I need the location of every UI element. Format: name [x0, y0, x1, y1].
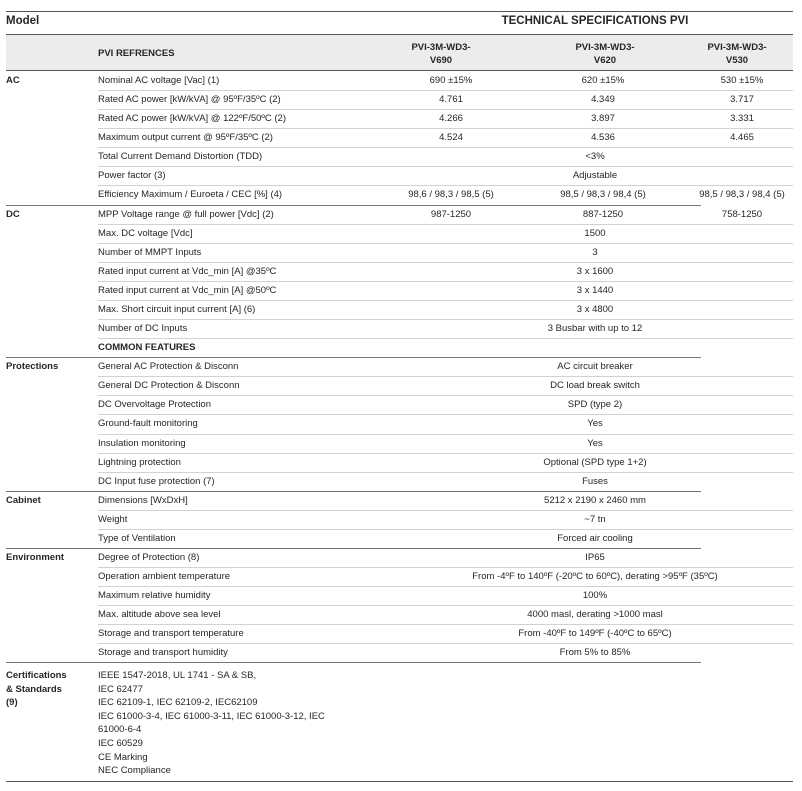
table-row [0, 320, 802, 339]
spec-title: TECHNICAL SPECIFICATIONS PVI [501, 15, 689, 27]
row-label: COMMON FEATURES [98, 342, 196, 354]
row-value: ~7 tn [584, 513, 606, 525]
certification-item: IEC 60529 [98, 737, 143, 749]
certification-item: IEEE 1547-2018, UL 1741 - SA & SB, [98, 670, 257, 681]
table-row [0, 511, 802, 530]
table-row [0, 625, 802, 644]
row-value: 3 x 4800 [576, 303, 614, 315]
row-value: <3% [585, 151, 605, 163]
section-label: DC [6, 208, 20, 220]
row-label: Number of MMPT Inputs [98, 246, 202, 258]
table-row [0, 530, 802, 549]
column-header-v620 [540, 41, 670, 67]
row-value: 3 [592, 246, 598, 258]
row-value: 4.349 [591, 94, 615, 106]
pvi-references-label: PVI REFRENCES [98, 48, 175, 59]
certification-item: IEC 62477 [98, 683, 143, 695]
table-row [0, 263, 802, 282]
row-value: 3.897 [591, 113, 615, 125]
certification-item: CE Marking [98, 751, 148, 763]
certification-item: 61000-6-4 [98, 724, 142, 736]
column-header-line: V690 [429, 55, 453, 66]
table-row [0, 568, 802, 587]
table-row [0, 301, 802, 320]
section-label: Environment [6, 552, 65, 563]
table-row [0, 473, 802, 492]
row-value: 3 x 1440 [576, 284, 614, 296]
row-label: Max. altitude above sea level [98, 609, 221, 621]
row-value: 758-1250 [721, 208, 763, 220]
table-row [0, 644, 802, 663]
row-label: Insulation monitoring [98, 437, 186, 449]
bottom-rule [6, 781, 793, 782]
row-label: DC Input fuse protection (7) [98, 475, 215, 487]
row-label: Total Current Demand Distortion (TDD) [98, 151, 263, 163]
table-row [0, 167, 802, 186]
row-label: General DC Protection & Disconn [98, 380, 240, 392]
row-label: Nominal AC voltage [Vac] (1) [98, 75, 220, 86]
row-value: SPD (type 2) [567, 399, 623, 411]
table-row [0, 549, 802, 568]
row-value: 4000 masl, derating >1000 masl [527, 609, 663, 621]
row-value: DC load break switch [550, 380, 640, 392]
row-label: Storage and transport temperature [98, 628, 244, 640]
table-row [0, 454, 802, 473]
table-row [0, 91, 802, 110]
row-value: 4.524 [439, 132, 463, 144]
row-label: Max. Short circuit input current [A] (6) [98, 303, 256, 315]
row-label: Rated input current at Vdc_min [A] @35ºC [98, 265, 277, 277]
row-value: 4.761 [439, 94, 463, 106]
table-row [0, 396, 802, 415]
row-value: 4.465 [730, 132, 754, 144]
row-divider [6, 662, 701, 663]
row-value: 4.266 [439, 113, 463, 125]
row-label: MPP Voltage range @ full power [Vdc] (2) [98, 208, 274, 220]
row-value: Adjustable [572, 170, 618, 182]
certification-item: IEC 61000-3-4, IEC 61000-3-11, IEC 61000-3-12, IEC [98, 710, 325, 722]
row-label: DC Overvoltage Protection [98, 399, 211, 411]
row-label: Storage and transport humidity [98, 647, 228, 659]
row-value: 98,5 / 98,3 / 98,4 (5) [699, 189, 785, 201]
row-value: AC circuit breaker [557, 361, 633, 373]
row-label: Number of DC Inputs [98, 323, 188, 335]
table-row [0, 244, 802, 263]
section-label-line: & Standards [6, 683, 62, 695]
table-row [0, 606, 802, 625]
table-row [0, 339, 802, 358]
column-header-line: V620 [593, 55, 617, 66]
table-row [0, 225, 802, 244]
table-row [0, 377, 802, 396]
row-value: Forced air cooling [557, 532, 633, 544]
row-value: 1500 [584, 227, 606, 239]
table-row [0, 186, 802, 205]
row-value: 3.717 [730, 94, 754, 106]
section-label: Cabinet [6, 494, 41, 506]
row-value: 987-1250 [430, 208, 472, 220]
column-header-line: PVI-3M-WD3- [411, 42, 471, 53]
table-row [0, 587, 802, 606]
row-value: 3 Busbar with up to 12 [547, 323, 643, 335]
row-value: 98,5 / 98,3 / 98,4 (5) [560, 189, 646, 201]
row-label: Weight [98, 513, 128, 525]
row-value: IP65 [585, 552, 605, 563]
table-row [0, 206, 802, 225]
top-rule [6, 11, 793, 12]
row-label: Efficiency Maximum / Euroeta / CEC [%] (4) [98, 189, 283, 201]
section-label: AC [6, 75, 20, 86]
row-label: Rated AC power [kW/kVA] @ 122ºF/50ºC (2) [98, 113, 287, 125]
row-label: Dimensions [WxDxH] [98, 494, 188, 506]
row-value: 4.536 [591, 132, 615, 144]
row-label: Operation ambient temperature [98, 571, 231, 583]
row-label: Rated input current at Vdc_min [A] @50ºC [98, 284, 277, 296]
row-value: 3 x 1600 [576, 265, 614, 277]
row-label: Maximum output current @ 95ºF/35ºC (2) [98, 132, 273, 144]
table-row [0, 72, 802, 91]
row-value: Fuses [582, 475, 608, 487]
row-value: Optional (SPD type 1+2) [543, 456, 647, 468]
table-row [0, 282, 802, 301]
column-header-line: PVI-3M-WD3- [575, 42, 635, 53]
row-value: Yes [587, 418, 603, 430]
certification-item: IEC 62109-1, IEC 62109-2, IEC62109 [98, 697, 258, 709]
row-value: 98,6 / 98,3 / 98,5 (5) [408, 189, 494, 201]
table-row [0, 435, 802, 454]
section-label: Protections [6, 361, 59, 373]
section-label-line: (9) [6, 697, 18, 708]
row-value: 530 ±15% [720, 75, 764, 86]
row-label: Lightning protection [98, 456, 181, 468]
table-row [0, 358, 802, 377]
table-row [0, 148, 802, 167]
row-value: From -4ºF to 140ºF (-20ºC to 60ºC), derating >95ºF (35ºC) [472, 571, 718, 583]
model-header: Model [6, 15, 40, 27]
row-label: Rated AC power [kW/kVA] @ 95ºF/35ºC (2) [98, 94, 281, 106]
certifications-list [98, 669, 388, 778]
table-row [0, 129, 802, 148]
table-row [0, 415, 802, 434]
row-value: 3.331 [730, 113, 754, 125]
certification-item: NEC Compliance [98, 765, 171, 777]
row-label: Ground-fault monitoring [98, 418, 198, 430]
row-label: Power factor (3) [98, 170, 166, 182]
column-header-line: V530 [725, 55, 749, 66]
row-value: Yes [587, 437, 603, 449]
row-label: Max. DC voltage [Vdc] [98, 227, 193, 239]
column-header-v530 [672, 41, 802, 67]
row-label: Maximum relative humidity [98, 590, 211, 602]
table-row [0, 492, 802, 511]
certifications-section-label [6, 669, 67, 710]
column-header-rule [6, 70, 793, 71]
row-label: General AC Protection & Disconn [98, 361, 239, 373]
row-value: 620 ±15% [581, 75, 625, 86]
row-value: 690 ±15% [429, 75, 473, 86]
row-value: 5212 x 2190 x 2460 mm [544, 494, 646, 506]
row-label: Type of Ventilation [98, 532, 176, 544]
column-header-v690 [376, 41, 506, 67]
row-value: From 5% to 85% [559, 647, 631, 659]
row-label: Degree of Protection (8) [98, 552, 200, 563]
row-value: 887-1250 [582, 208, 624, 220]
row-value: 100% [582, 590, 608, 602]
row-value: From -40ºF to 149ºF (-40ºC to 65ºC) [518, 628, 672, 640]
table-row [0, 110, 802, 129]
section-label-line: Certifications [6, 670, 67, 681]
column-header-line: PVI-3M-WD3- [707, 42, 767, 53]
